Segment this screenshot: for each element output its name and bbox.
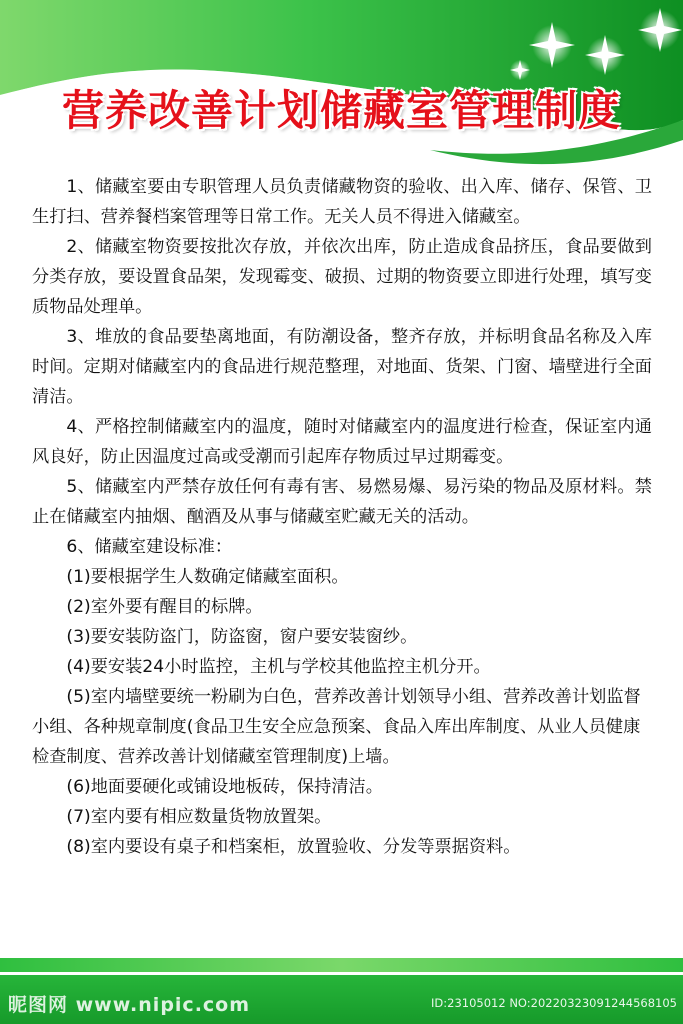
standard-item-3: (3)要安装防盗门，防盗窗，窗户要安装窗纱。 bbox=[66, 627, 418, 647]
standard-item-7: (7)室内要有相应数量货物放置架。 bbox=[66, 807, 332, 827]
watermark-text: 昵图网 www.nipic.com bbox=[8, 994, 251, 1016]
standard-item-5: (5)室内墙壁要统一粉刷为白色，营养改善计划领导小组、营养改善计划监督小组、各种规章制度(食品卫生安全应急预案、食品入库出库制度、从业人员健康检查制度、营养改善计划储藏室管理制度)上墙。 bbox=[32, 687, 641, 767]
rule-paragraph-3: 3、堆放的食品要垫离地面，有防潮设备，整齐存放，并标明食品名称及入库时间。定期对储藏室内的食品进行规范整理，对地面、货架、门窗、墙壁进行全面清洁。 bbox=[32, 327, 652, 407]
rules-content bbox=[32, 172, 652, 862]
rule-paragraph-4: 4、严格控制储藏室内的温度，随时对储藏室内的温度进行检查，保证室内通风良好，防止因温度过高或受潮而引起库存物质过早过期霉变。 bbox=[32, 417, 652, 467]
rule-paragraph-1: 1、储藏室要由专职管理人员负责储藏物资的验收、出入库、储存、保管、卫生打扫、营养餐档案管理等日常工作。无关人员不得进入储藏室。 bbox=[32, 177, 652, 227]
rule-paragraph-2: 2、储藏室物资要按批次存放，并依次出库，防止造成食品挤压，食品要做到分类存放，要设置食品架，发现霉变、破损、过期的物资要立即进行处理，填写变质物品处理单。 bbox=[32, 237, 652, 317]
standard-item-1: (1)要根据学生人数确定储藏室面积。 bbox=[66, 567, 349, 587]
image-id-text: ID:23105012 NO:20220323091244568105 bbox=[431, 996, 677, 1010]
standard-item-6: (6)地面要硬化或铺设地板砖，保持清洁。 bbox=[66, 777, 383, 797]
standard-item-2: (2)室外要有醒目的标牌。 bbox=[66, 597, 263, 617]
footer-stripe bbox=[0, 958, 683, 972]
rule-paragraph-5: 5、储藏室内严禁存放任何有毒有害、易燃易爆、易污染的物品及原材料。禁止在储藏室内抽烟、酗酒及从事与储藏室贮藏无关的活动。 bbox=[32, 477, 652, 527]
standard-item-8: (8)室内要设有桌子和档案柜，放置验收、分发等票据资料。 bbox=[66, 837, 521, 857]
page-title: 营养改善计划储藏室管理制度 bbox=[61, 86, 621, 135]
rule-paragraph-6: 6、储藏室建设标准： bbox=[66, 537, 233, 557]
standard-item-4: (4)要安装24小时监控，主机与学校其他监控主机分开。 bbox=[66, 657, 491, 677]
